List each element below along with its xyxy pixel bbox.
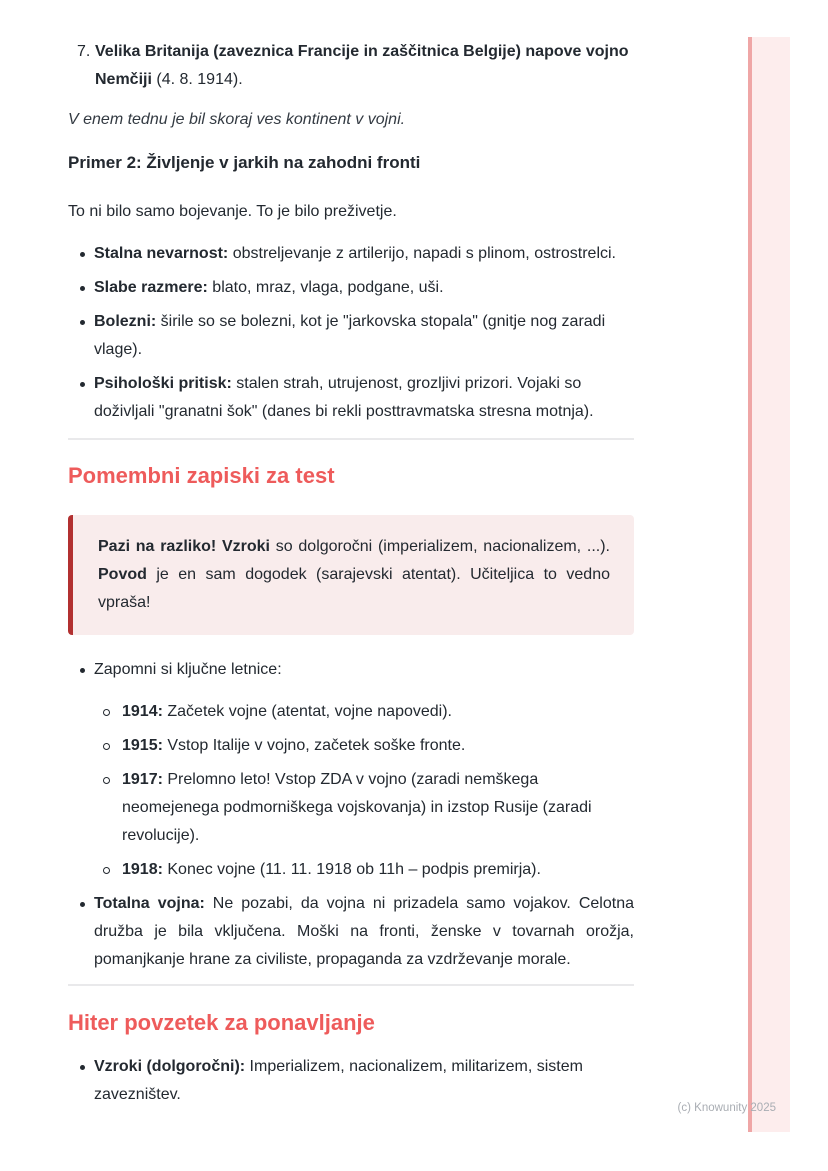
year-bold: 1917: <box>122 771 163 788</box>
list-item-text: stalen strah, utrujenost, grozljivi prizori. Vojaki so doživljali "granatni šok" (danes bi rekli posttravmatska stresna motnja). <box>94 375 594 420</box>
page-edge-ribbon <box>748 37 790 1132</box>
list-item-text: Zapomni si ključne letnice: <box>94 661 282 678</box>
trench-conditions-list <box>68 240 634 426</box>
list-item <box>68 308 634 364</box>
callout-regular: so dolgoročni (imperializem, nacionalizem, ...). <box>269 538 610 555</box>
list-item <box>94 856 634 884</box>
numbered-item-rest: (4. 8. 1914). <box>151 71 243 88</box>
list-item <box>94 732 634 760</box>
copyright-watermark: (c) Knowunity 2025 <box>677 1102 776 1114</box>
list-number: 7. <box>77 43 91 60</box>
warning-callout <box>68 515 634 635</box>
list-item-key-years <box>68 656 634 884</box>
section-heading-quick-summary: Hiter povzetek za ponavljanje <box>68 1010 375 1035</box>
divider <box>68 984 634 986</box>
year-text: Začetek vojne (atentat, vojne napovedi). <box>162 703 452 720</box>
list-item-text: širile so se bolezni, kot je "jarkovska stopala" (gnitje nog zaradi vlage). <box>94 313 606 358</box>
year-text: Konec vojne (11. 11. 1918 ob 11h – podpis premirja). <box>162 861 541 878</box>
callout-regular: je en sam dogodek (sarajevski atentat). Učiteljica to vedno vpraša! <box>98 566 610 611</box>
key-notes-list <box>68 656 634 974</box>
year-text: Prelomno leto! Vstop ZDA v vojno (zaradi nemškega neomejenega podmorniškega vojskovanja) in izstop Rusije (zaradi revolucije). <box>122 771 592 844</box>
divider <box>68 438 634 440</box>
list-item-text: Imperializem, nacionalizem, militarizem, sistem zavezništev. <box>94 1058 583 1103</box>
list-item-bold: Slabe razmere: <box>94 279 208 296</box>
list-item-total-war <box>68 890 634 974</box>
example-heading: Primer 2: Življenje v jarkih na zahodni fronti <box>68 153 421 172</box>
list-item <box>94 766 634 850</box>
year-bold: 1918: <box>122 861 163 878</box>
year-bold: 1915: <box>122 737 163 754</box>
year-bold: 1914: <box>122 703 163 720</box>
numbered-list-item-7 <box>68 38 634 94</box>
list-item-text: Ne pozabi, da vojna ni prizadela samo vojakov. Celotna družba je bila vključena. Moški na fronti, ženske v tovarnah orožja, pomanjkanje hrane za civiliste, propaganda za vzdrževanje morale. <box>94 895 634 968</box>
italic-summary-note: V enem tednu je bil skoraj ves kontinent v vojni. <box>68 111 406 128</box>
list-item-bold: Vzroki (dolgoročni): <box>94 1058 246 1075</box>
list-item-causes <box>68 1053 634 1109</box>
list-item-bold: Stalna nevarnost: <box>94 245 229 262</box>
list-item-bold: Psihološki pritisk: <box>94 375 232 392</box>
callout-text <box>98 533 610 617</box>
summary-list <box>68 1053 634 1109</box>
list-item <box>68 240 634 268</box>
list-item-bold: Bolezni: <box>94 313 157 330</box>
list-item-text: blato, mraz, vlaga, podgane, uši. <box>207 279 444 296</box>
list-item <box>68 370 634 426</box>
list-item <box>94 698 634 726</box>
example-intro-paragraph: To ni bilo samo bojevanje. To je bilo preživetje. <box>68 203 397 220</box>
section-heading-test-notes: Pomembni zapiski za test <box>68 463 335 488</box>
year-text: Vstop Italije v vojno, začetek soške fronte. <box>162 737 466 754</box>
numbered-item-text <box>95 38 634 94</box>
key-years-sublist <box>94 698 634 884</box>
callout-bold: Povod <box>98 566 147 583</box>
list-item <box>68 274 634 302</box>
document-content <box>68 0 634 1109</box>
callout-bold: Pazi na razliko! Vzroki <box>98 538 270 555</box>
numbered-item-bold: Velika Britanija (zaveznica Francije in zaščitnica Belgije) napove vojno Nemčiji <box>95 43 629 88</box>
list-item-bold: Totalna vojna: <box>94 895 205 912</box>
list-item-text: obstreljevanje z artilerijo, napadi s plinom, ostrostrelci. <box>228 245 616 262</box>
